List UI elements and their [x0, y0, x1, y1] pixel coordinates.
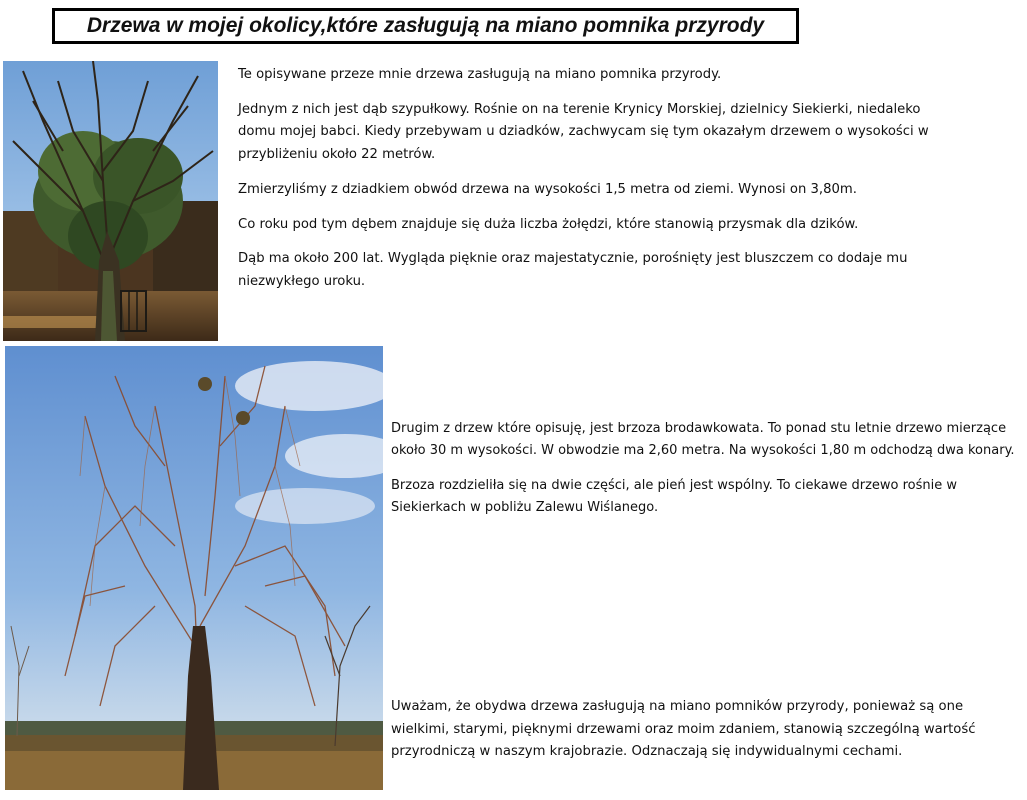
birch-description	[391, 418, 1021, 531]
page-title: Drzewa w mojej okolicy,które zasługują na miano pomnika przyrody	[86, 14, 765, 37]
title-box	[52, 8, 799, 44]
oak-photo	[3, 61, 218, 341]
conclusion-paragraph: Uważam, że obydwa drzewa zasługują na miano pomników przyrody, ponieważ są one wielkimi, starymi, pięknymi drzewami oraz moim zdaniem, stanowią szczególną wartość przyrodniczą w naszym krajobrazie. Odznaczają się indywidualnymi cechami.	[391, 699, 976, 760]
oak-paragraph-3: Zmierzyliśmy z dziadkiem obwód drzewa na wysokości 1,5 metra od ziemi. Wynosi on 3,80m.	[238, 181, 857, 197]
oak-paragraph-2: Jednym z nich jest dąb szypułkowy. Rośnie on na terenie Krynicy Morskiej, dzielnicy Siekierki, niedaleko domu mojej babci. Kiedy przebywam u dziadków, zachwycam się tym okazałym drzewem o wysokości w przybliżeniu około 22 metrów.	[238, 101, 929, 163]
conclusion	[391, 696, 1021, 776]
oak-paragraph-4: Co roku pod tym dębem znajduje się duża liczba żołędzi, które stanowią przysmak dla dzików.	[238, 216, 859, 232]
birch-paragraph-2: Brzoza rozdzieliła się na dwie części, ale pień jest wspólny. To ciekawe drzewo rośnie w Siekierkach w pobliżu Zalewu Wiślanego.	[391, 477, 958, 516]
birch-photo	[5, 346, 383, 790]
oak-paragraph-5: Dąb ma około 200 lat. Wygląda pięknie oraz majestatycznie, porośnięty jest bluszczem co dodaje mu niezwykłego uroku.	[238, 251, 908, 289]
oak-description	[238, 64, 958, 306]
birch-paragraph-1: Drugim z drzew które opisuję, jest brzoza brodawkowata. To ponad stu letnie drzewo mierzące około 30 m wysokości. W obwodzie ma 2,60 metra. Na wysokości 1,80 m odchodzą dwa konary.	[391, 421, 1015, 459]
oak-paragraph-1: Te opisywane przeze mnie drzewa zasługują na miano pomnika przyrody.	[238, 67, 722, 82]
